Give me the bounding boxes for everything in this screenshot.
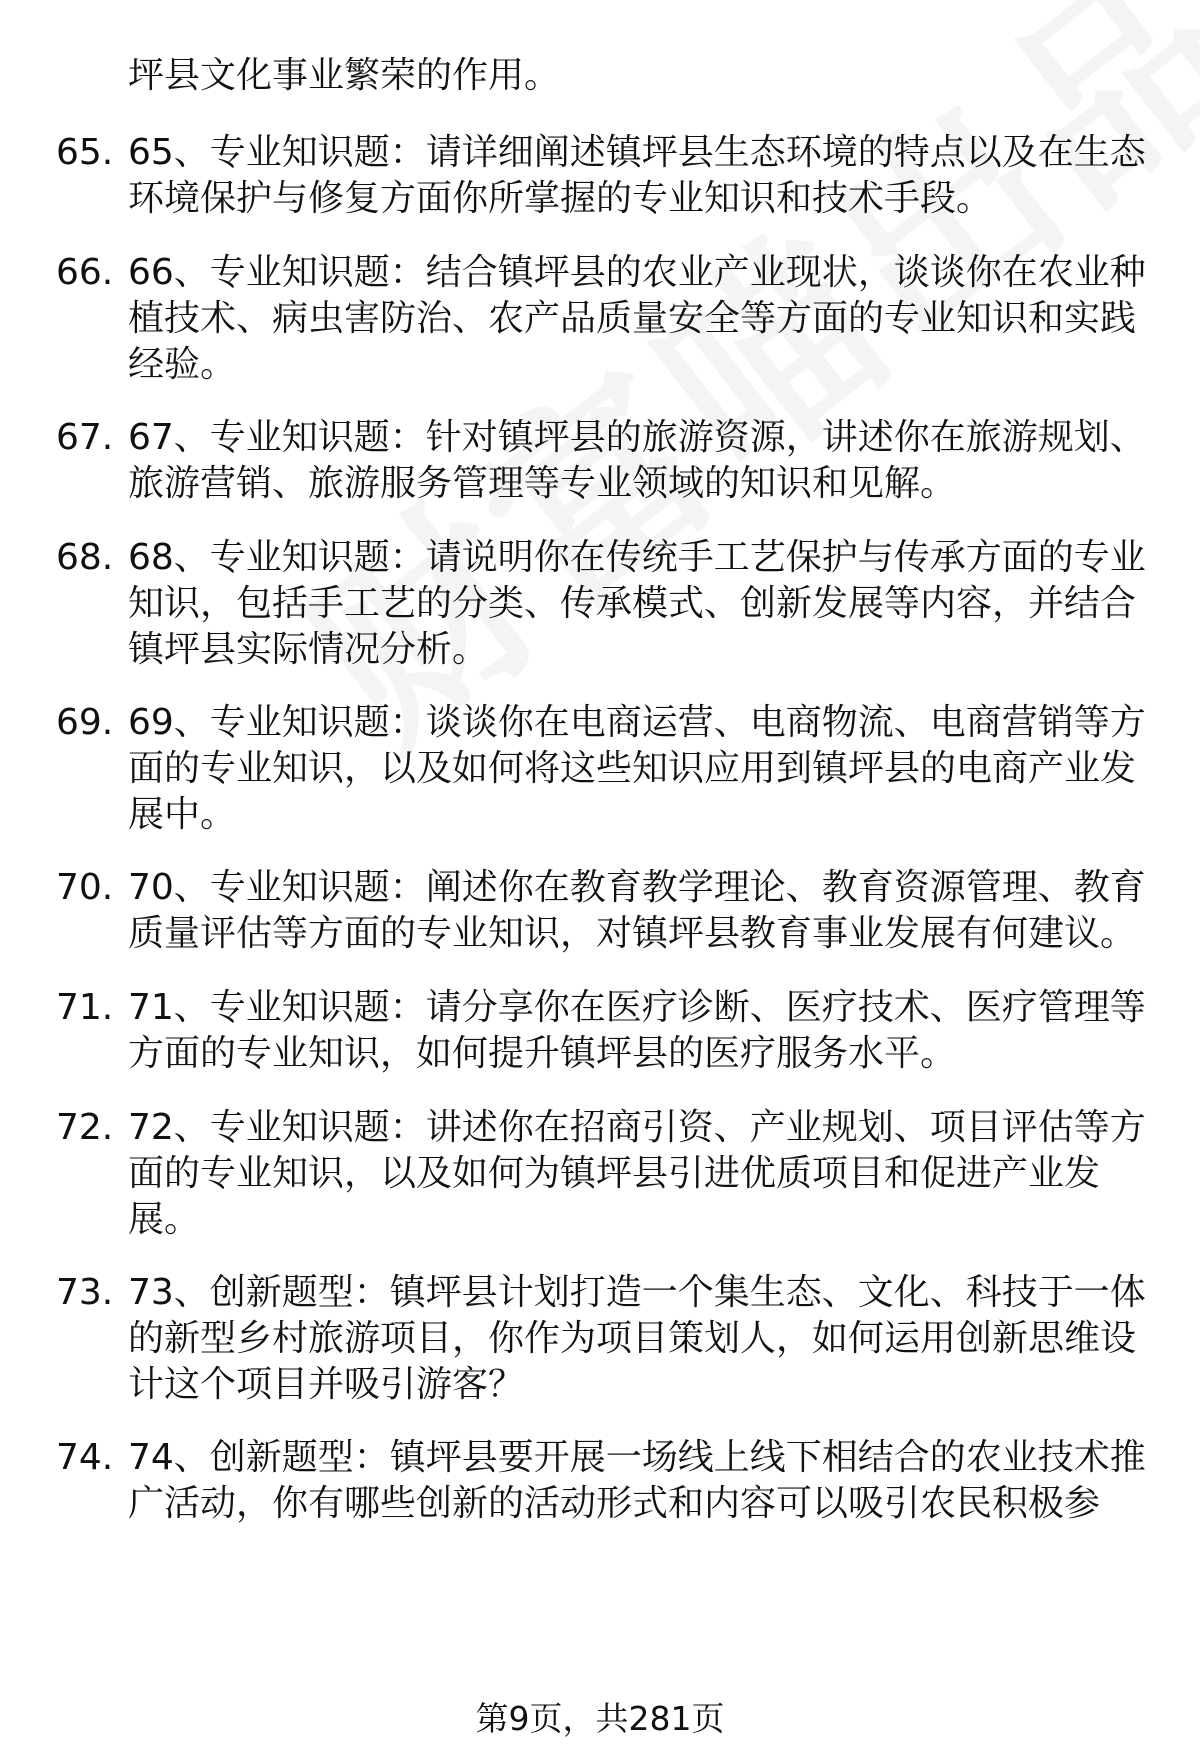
item-number: 66. [56, 252, 114, 293]
item-number: 67. [56, 417, 114, 458]
item-line: 广活动，你有哪些创新的活动形式和内容可以吸引农民积极参 [128, 1483, 1101, 1524]
item-line: 知识，包括手工艺的分类、传承模式、创新发展等内容，并结合 [128, 583, 1137, 624]
item-number: 73. [56, 1272, 114, 1313]
item-line: 方面的专业知识，如何提升镇坪县的医疗服务水平。 [128, 1033, 957, 1074]
item-line: 展。 [128, 1199, 201, 1240]
item-line: 72、专业知识题：讲述你在招商引资、产业规划、项目评估等方 [128, 1107, 1146, 1148]
item-number: 71. [56, 987, 114, 1028]
item-line: 73、创新题型：镇坪县计划打造一个集生态、文化、科技于一体 [128, 1272, 1146, 1313]
item-line: 67、专业知识题：针对镇坪县的旅游资源，讲述你在旅游规划、 [128, 417, 1146, 458]
continuation-line: 坪县文化事业繁荣的作用。 [128, 55, 561, 96]
item-line: 环境保护与修复方面你所掌握的专业知识和技术手段。 [128, 178, 993, 219]
item-number: 68. [56, 537, 114, 578]
item-number: 65. [56, 132, 114, 173]
item-line: 74、创新题型：镇坪县要开展一场线上线下相结合的农业技术推 [128, 1437, 1146, 1478]
item-line: 65、专业知识题：请详细阐述镇坪县生态环境的特点以及在生态 [128, 132, 1146, 173]
item-number: 69. [56, 702, 114, 743]
item-line: 面的专业知识，以及如何将这些知识应用到镇坪县的电商产业发 [128, 748, 1137, 789]
item-line: 镇坪县实际情况分析。 [128, 629, 489, 670]
item-line: 植技术、病虫害防治、农产品质量安全等方面的专业知识和实践 [128, 298, 1137, 339]
watermark [240, 0, 1200, 798]
item-number: 70. [56, 867, 114, 908]
item-number: 72. [56, 1107, 114, 1148]
item-line: 展中。 [128, 794, 237, 835]
page-footer: 第9页，共281页 [475, 1699, 725, 1738]
item-line: 面的专业知识，以及如何为镇坪县引进优质项目和促进产业发 [128, 1153, 1101, 1194]
item-number: 74. [56, 1437, 114, 1478]
item-line: 的新型乡村旅游项目，你作为项目策划人，如何运用创新思维设 [128, 1318, 1137, 1359]
item-line: 69、专业知识题：谈谈你在电商运营、电商物流、电商营销等方 [128, 702, 1146, 743]
item-line: 68、专业知识题：请说明你在传统手工艺保护与传承方面的专业 [128, 537, 1146, 578]
item-line: 70、专业知识题：阐述你在教育教学理论、教育资源管理、教育 [128, 867, 1146, 908]
item-line: 质量评估等方面的专业知识，对镇坪县教育事业发展有何建议。 [128, 913, 1137, 954]
item-line: 计这个项目并吸引游客？ [128, 1364, 525, 1405]
item-line: 66、专业知识题：结合镇坪县的农业产业现状，谈谈你在农业种 [128, 252, 1146, 293]
item-line: 经验。 [128, 344, 237, 385]
item-line: 71、专业知识题：请分享你在医疗诊断、医疗技术、医疗管理等 [128, 987, 1146, 1028]
item-line: 旅游营销、旅游服务管理等专业领域的知识和见解。 [128, 463, 957, 504]
